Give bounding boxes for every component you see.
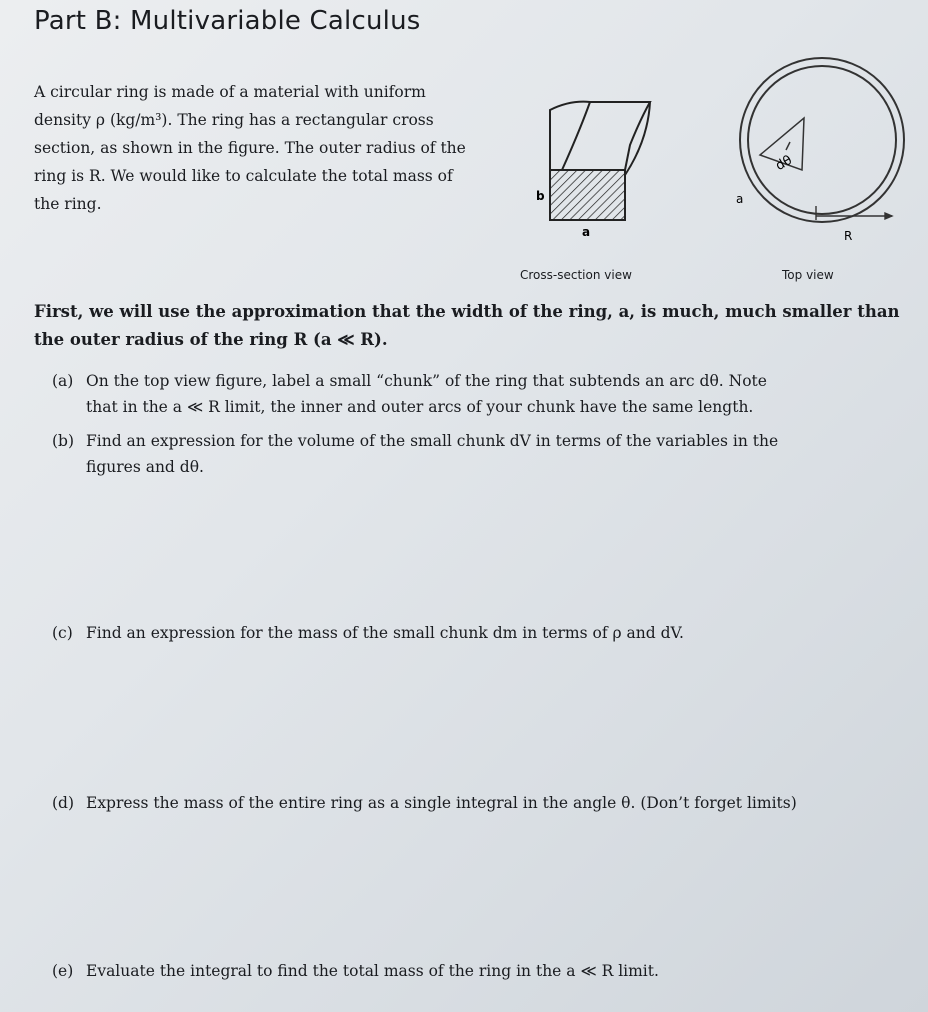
part-e <box>52 958 904 984</box>
top-view-label-R: R <box>844 229 853 243</box>
top-view-ring <box>740 58 904 222</box>
figures-area <box>520 40 920 300</box>
part-b-line2: figures and dθ. <box>86 458 204 476</box>
cross-section-label-b: b <box>536 189 545 203</box>
part-c <box>52 620 904 646</box>
cross-section-label-a: a <box>582 225 591 239</box>
intro-paragraph: A circular ring is made of a material with uniform density ρ (kg/m³). The ring has a rectangular cross section, as shown in the figure. The outer radius of the ring is R. We would like to calculate the total mass of the ring. <box>34 83 466 213</box>
part-b-line1: Find an expression for the volume of the small chunk dV in terms of the variables in the <box>86 432 779 450</box>
part-d-text: Express the mass of the entire ring as a single integral in the angle θ. (Don’t forget limits) <box>86 794 797 812</box>
part-b-label: (b) <box>52 432 75 450</box>
part-d <box>52 790 904 816</box>
part-a <box>52 368 904 420</box>
part-c-text: Find an expression for the mass of the small chunk dm in terms of ρ and dV. <box>86 624 684 642</box>
part-a-line1: On the top view figure, label a small “chunk” of the ring that subtends an arc dθ. Note <box>86 372 767 390</box>
top-view-label-dtheta: dθ <box>773 152 795 174</box>
part-d-label: (d) <box>52 794 75 812</box>
page-title: Part B: Multivariable Calculus <box>34 6 421 36</box>
part-a-line2: that in the a ≪ R limit, the inner and outer arcs of your chunk have the same length. <box>86 398 754 416</box>
part-b <box>52 428 904 480</box>
part-e-label: (e) <box>52 962 74 980</box>
cross-section-figure <box>520 40 920 300</box>
part-a-label: (a) <box>52 372 74 390</box>
cross-section-caption: Cross-section view <box>520 268 632 282</box>
hatched-cross-section <box>550 170 625 220</box>
part-c-label: (c) <box>52 624 73 642</box>
top-view-label-a: a <box>736 192 744 206</box>
top-view-caption: Top view <box>782 268 834 282</box>
approximation-paragraph: First, we will use the approximation that the width of the ring, a, is much, much smaller than the outer radius of the ring R (a ≪ R). <box>34 302 900 349</box>
part-e-text: Evaluate the integral to find the total mass of the ring in the a ≪ R limit. <box>86 962 659 980</box>
